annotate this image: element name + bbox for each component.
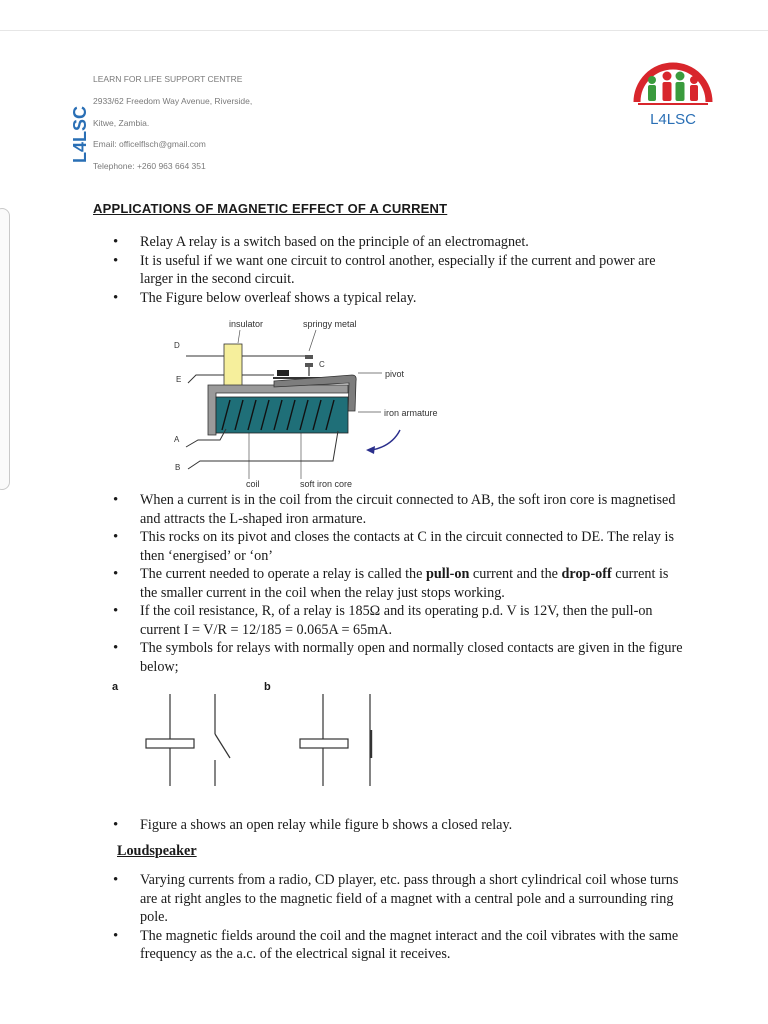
- vertical-l4lsc-logo: [70, 106, 90, 164]
- logo-arch: [637, 66, 709, 102]
- loudspeaker-bullet-list: [113, 871, 683, 964]
- loudspeaker-heading: Loudspeaker: [117, 843, 197, 859]
- relay-symbols-figure: [140, 690, 380, 790]
- email-text: Email: officelflsch@gmail.com: [93, 139, 206, 149]
- side-scroll-tab[interactable]: [0, 208, 10, 490]
- address-line-1: 2933/62 Freedom Way Avenue, Riverside,: [93, 96, 253, 106]
- list-item: • The current needed to operate a relay is called the pull-on current and the drop-off current is the smaller current in the coil when the relay just stops working.: [113, 565, 683, 602]
- list-item: • Relay A relay is a switch based on the principle of an electromagnet.: [113, 233, 683, 252]
- label-coil: coil: [246, 479, 260, 489]
- logo-people-icon: [648, 72, 698, 102]
- label-pivot: pivot: [385, 369, 405, 379]
- label-c: C: [319, 360, 325, 369]
- label-e: E: [176, 375, 182, 384]
- relay-diagram: [168, 313, 460, 491]
- list-item: • Varying currents from a radio, CD player, etc. pass through a short cylindrical coil whose turns are at right angles to the magnetic field of a magnet with a central pole and a surrounding ring pole.: [113, 871, 683, 927]
- label-d: D: [174, 341, 180, 350]
- vertical-logo-text: L4LSC: [70, 106, 90, 163]
- label-iron-armature: iron armature: [384, 408, 438, 418]
- telephone-text: Telephone: +260 963 664 351: [93, 161, 206, 171]
- figure-bullet-list: [113, 816, 683, 835]
- top-divider: [0, 30, 768, 31]
- org-name: LEARN FOR LIFE SUPPORT CENTRE: [93, 74, 243, 84]
- label-soft-iron-core: soft iron core: [300, 479, 353, 489]
- insulator-block: [224, 344, 242, 386]
- list-item: • The symbols for relays with normally open and normally closed contacts are given in the figure below;: [113, 639, 683, 676]
- logo-text: L4LSC: [650, 111, 696, 128]
- intro-bullet-list: [113, 233, 683, 307]
- open-relay-symbol: [146, 694, 230, 786]
- list-item: • When a current is in the coil from the circuit connected to AB, the soft iron core is magnetised and attracts the L-shaped iron armature.: [113, 491, 683, 528]
- list-item: • The magnetic fields around the coil and the magnet interact and the coil vibrates with the same frequency as the a.c. of the electrical signal it receives.: [113, 927, 683, 964]
- closed-relay-symbol: [300, 694, 371, 786]
- figure-b-label: b: [264, 681, 271, 693]
- address-line-2: Kitwe, Zambia.: [93, 118, 150, 128]
- label-springy-metal: springy metal: [303, 319, 357, 329]
- list-item: • It is useful if we want one circuit to control another, especially if the current and power are larger in the second circuit.: [113, 252, 683, 289]
- list-item: • The Figure below overleaf shows a typical relay.: [113, 289, 683, 308]
- armature-motion-arrow: [372, 430, 400, 450]
- relay-bullet-list: [113, 491, 683, 676]
- list-item: • This rocks on its pivot and closes the contacts at C in the circuit connected to DE. The relay is then ‘energised’ or ‘on’: [113, 528, 683, 565]
- list-item: • Figure a shows an open relay while figure b shows a closed relay.: [113, 816, 683, 835]
- list-item: • If the coil resistance, R, of a relay is 185Ω and its operating p.d. V is 12V, then the pull-on current I = V/R = 12/185 = 0.065A = 65mA.: [113, 602, 683, 639]
- figure-a-label: a: [112, 681, 119, 693]
- label-b: B: [175, 463, 181, 472]
- label-a: A: [174, 435, 180, 444]
- label-insulator: insulator: [229, 319, 264, 329]
- l4lsc-logo: [630, 52, 716, 130]
- section-title: APPLICATIONS OF MAGNETIC EFFECT OF A CURRENT: [93, 201, 448, 216]
